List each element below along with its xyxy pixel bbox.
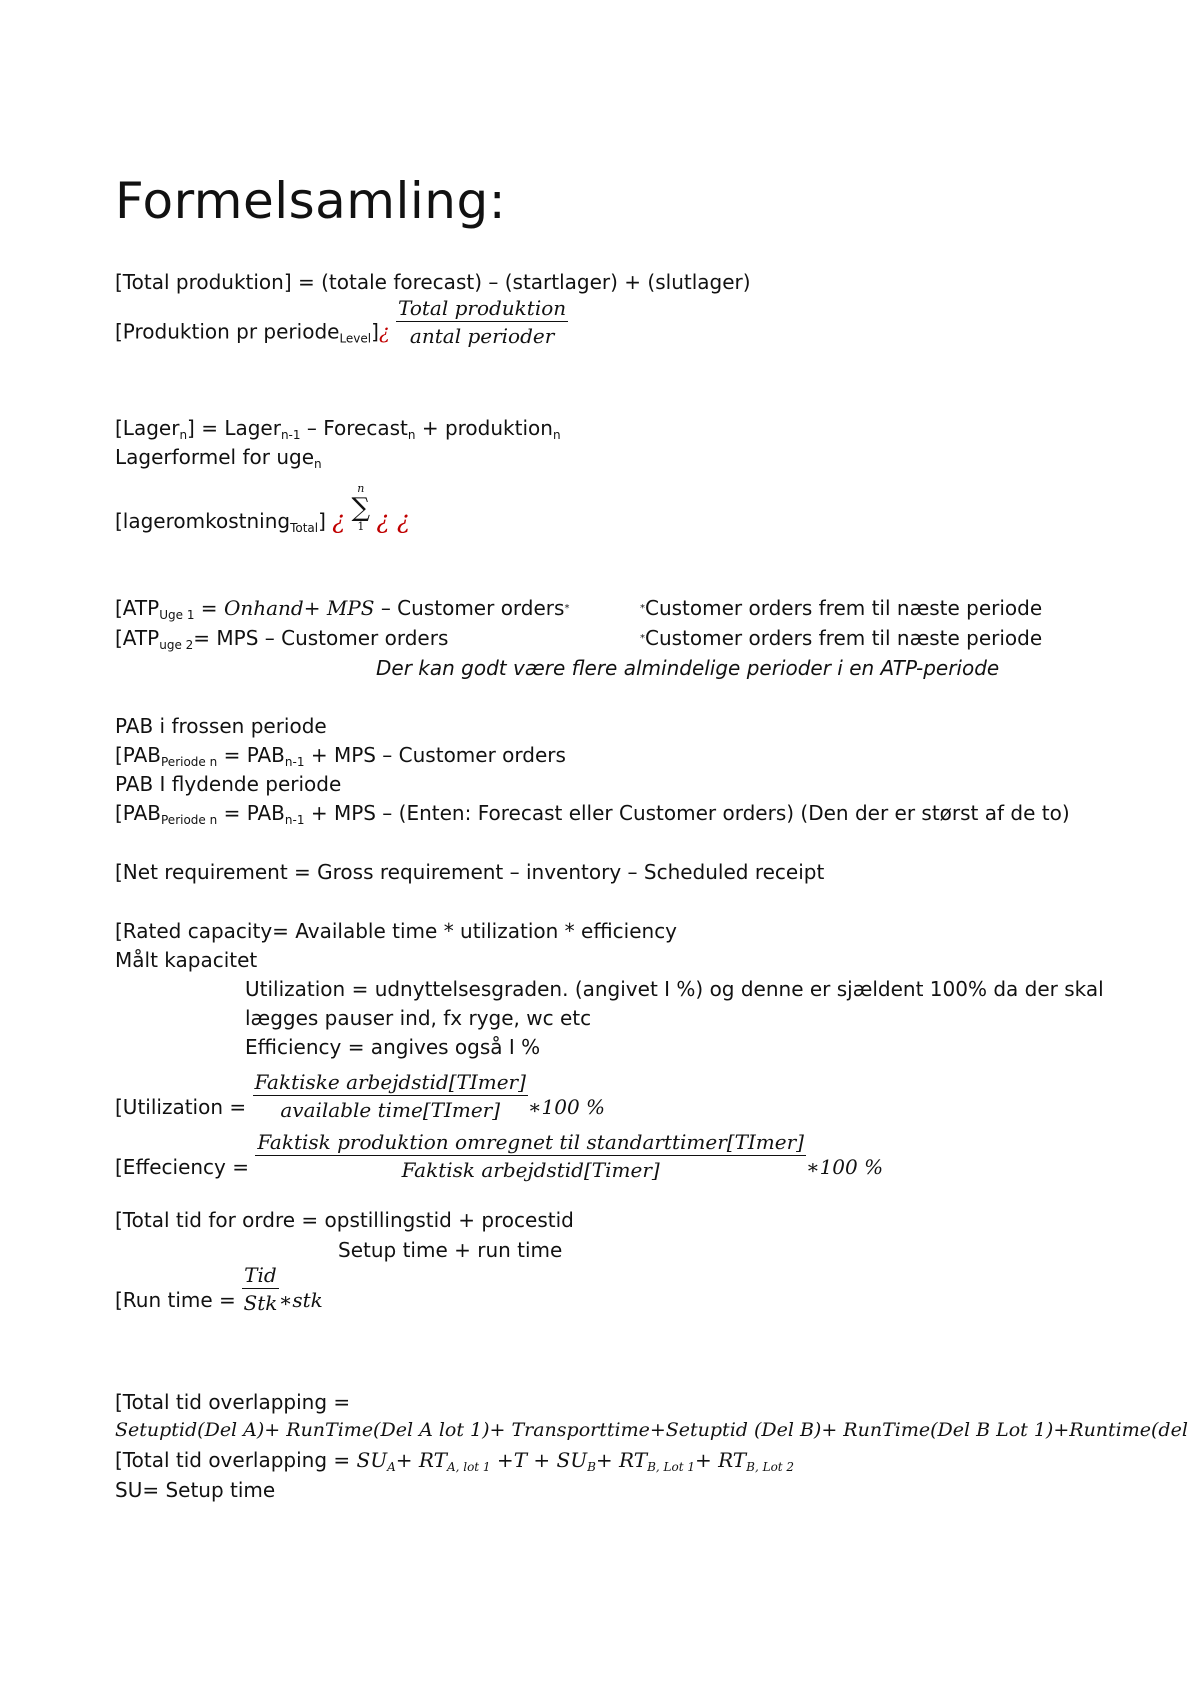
fraction-numerator: Tid	[244, 1262, 277, 1287]
formula-subscript: B	[587, 1460, 596, 1474]
placeholder-glyph: ¿	[378, 319, 390, 344]
net-requirement-formula: [Net requirement = Gross requirement – inventory – Scheduled receipt	[115, 860, 825, 884]
formula-subscript: n-1	[284, 755, 305, 769]
footnote-mark: *	[564, 603, 570, 614]
rated-capacity-formula: [Rated capacity= Available time * utilization * efficiency	[115, 919, 678, 943]
formula-text: [Run time =	[115, 1288, 243, 1312]
pab-flydende-heading: PAB I flydende periode	[115, 772, 342, 796]
sum-upper-limit: n	[357, 481, 365, 495]
utilization-formula	[115, 1069, 606, 1122]
formula-math: ∗stk	[278, 1288, 323, 1312]
fraction	[396, 296, 568, 348]
fraction-numerator: Faktiske arbejdstid[TImer]	[254, 1069, 526, 1094]
formula-text: [ATP	[115, 596, 160, 620]
pab-flydende-formula	[115, 801, 1070, 825]
formula-subscript: B, Lot 2	[746, 1460, 795, 1474]
sum-lower-limit: 1	[357, 519, 365, 533]
formula-text: [PAB	[115, 743, 161, 767]
formula-text: [PAB	[115, 801, 161, 825]
atp-uge2-note	[640, 626, 1042, 650]
setup-run-note: Setup time + run time	[338, 1238, 563, 1262]
formula-math: SU	[356, 1448, 388, 1472]
placeholder-glyph: ¿	[332, 506, 346, 534]
fraction	[242, 1263, 279, 1315]
formula-text: [ATP	[115, 626, 160, 650]
total-tid-overlapping-formula	[115, 1448, 794, 1472]
total-tid-ordre-formula: [Total tid for ordre = opstillingstid + procestid	[115, 1208, 574, 1232]
atp-uge1-note	[640, 596, 1042, 620]
formula-subscript: n-1	[284, 813, 305, 827]
fraction-denominator: available time[TImer]	[280, 1097, 501, 1122]
placeholder-glyph: ¿ ¿	[376, 506, 410, 534]
formula-text: ] = Lager	[187, 416, 281, 440]
formula-text: = PAB	[217, 801, 285, 825]
fraction-denominator: antal perioder	[409, 324, 555, 348]
fraction-numerator: Total produktion	[398, 296, 567, 320]
run-time-formula	[115, 1262, 323, 1315]
formula-math: + RT	[694, 1448, 747, 1472]
maalt-kapacitet-label: Målt kapacitet	[115, 948, 258, 972]
formula-text: ]	[318, 509, 326, 533]
caption-subscript: n	[314, 457, 322, 471]
formula-math: Onhand+ MPS	[223, 596, 375, 620]
sigma-icon: ∑	[351, 492, 371, 523]
formula-text: [Utilization =	[115, 1095, 253, 1119]
formula-math: +T + SU	[490, 1448, 588, 1472]
atp-uge2-formula	[115, 626, 448, 650]
sum-symbol	[352, 483, 371, 533]
formula-subscript: Periode n	[161, 755, 218, 769]
fraction	[253, 1070, 528, 1122]
formula-subscript: B, Lot 1	[647, 1460, 695, 1474]
formula-text: [Total tid overlapping =	[115, 1448, 357, 1472]
formula-text: – Customer orders	[374, 596, 565, 620]
formula-text: =	[194, 596, 224, 620]
formula-text: [Lager	[115, 416, 180, 440]
formula-subscript: Uge 1	[159, 608, 195, 622]
formula-subscript: A, lot 1	[446, 1460, 491, 1474]
formula-subscript: n-1	[280, 428, 301, 442]
atp-note: Der kan godt være flere almindelige perioder i en ATP-periode	[376, 656, 1000, 680]
produktion-pr-periode-formula	[115, 296, 568, 348]
pab-frossen-heading: PAB i frossen periode	[115, 714, 327, 738]
formula-subscript: n	[179, 428, 188, 442]
fraction-numerator: Faktisk produktion omregnet til standarttimer[TImer]	[257, 1129, 804, 1154]
su-definition: SU= Setup time	[115, 1478, 276, 1502]
fraction-denominator: Faktisk arbejdstid[Timer]	[401, 1157, 660, 1182]
total-produktion-formula: [Total produktion] = (totale forecast) – (startlager) + (slutlager)	[115, 270, 751, 294]
formula-text: + produktion	[415, 416, 553, 440]
formula-subscript: Total	[290, 521, 319, 535]
lager-caption	[115, 445, 322, 469]
formula-text: [Effeciency =	[115, 1155, 256, 1179]
lageromkostning-formula	[115, 481, 410, 535]
caption-text: Lagerformel for uge	[115, 445, 315, 469]
efficiency-formula	[115, 1129, 884, 1182]
formula-subscript: Level	[339, 331, 372, 346]
utilization-note-cont: lægges pauser ind, fx ryge, wc etc	[245, 1006, 592, 1030]
page-title: Formelsamling:	[115, 172, 507, 230]
formula-subscript: uge 2	[159, 638, 194, 652]
formula-text: [lageromkostning	[115, 509, 291, 533]
formula-subscript: A	[387, 1460, 396, 1474]
formula-text: – Forecast	[300, 416, 408, 440]
formula-subscript: Periode n	[161, 813, 218, 827]
overlapping-formula-long: Setuptid(Del A)+ RunTime(Del A lot 1)+ Transporttime+Setuptid (Del B)+ RunTime(Del B Lot 1)+Runtime(del	[115, 1419, 1188, 1441]
formula-text: + MPS – (Enten: Forecast eller Customer orders) (Den der er størst af de to)	[304, 801, 1070, 825]
note-text: Customer orders frem til næste periode	[645, 626, 1043, 650]
total-tid-overlapping-heading: [Total tid overlapping =	[115, 1390, 351, 1414]
pab-frossen-formula	[115, 743, 566, 767]
formula-math: ∗100 %	[527, 1095, 606, 1119]
fraction	[255, 1130, 806, 1182]
formula-math: + RT	[595, 1448, 648, 1472]
footnote-mark: *	[640, 633, 645, 644]
formula-subscript: n	[552, 428, 561, 442]
formula-math: ∗100 %	[805, 1155, 884, 1179]
formula-math: + RT	[395, 1448, 447, 1472]
formula-text: = MPS – Customer orders	[193, 626, 449, 650]
lager-formula	[115, 416, 561, 440]
utilization-note: Utilization = udnyttelsesgraden. (angivet I %) og denne er sjældent 100% da der skal	[245, 977, 1104, 1001]
formula-subscript: n	[407, 428, 416, 442]
atp-uge1-formula	[115, 596, 569, 621]
note-text: Customer orders frem til næste periode	[645, 596, 1043, 620]
formula-text: ]	[371, 319, 379, 344]
formula-text: + MPS – Customer orders	[304, 743, 566, 767]
efficiency-note: Efficiency = angives også I %	[245, 1035, 541, 1059]
footnote-mark: *	[640, 603, 645, 614]
fraction-denominator: Stk	[243, 1290, 278, 1315]
formula-text: = PAB	[217, 743, 285, 767]
formula-text: [Produktion pr periode	[115, 319, 340, 344]
